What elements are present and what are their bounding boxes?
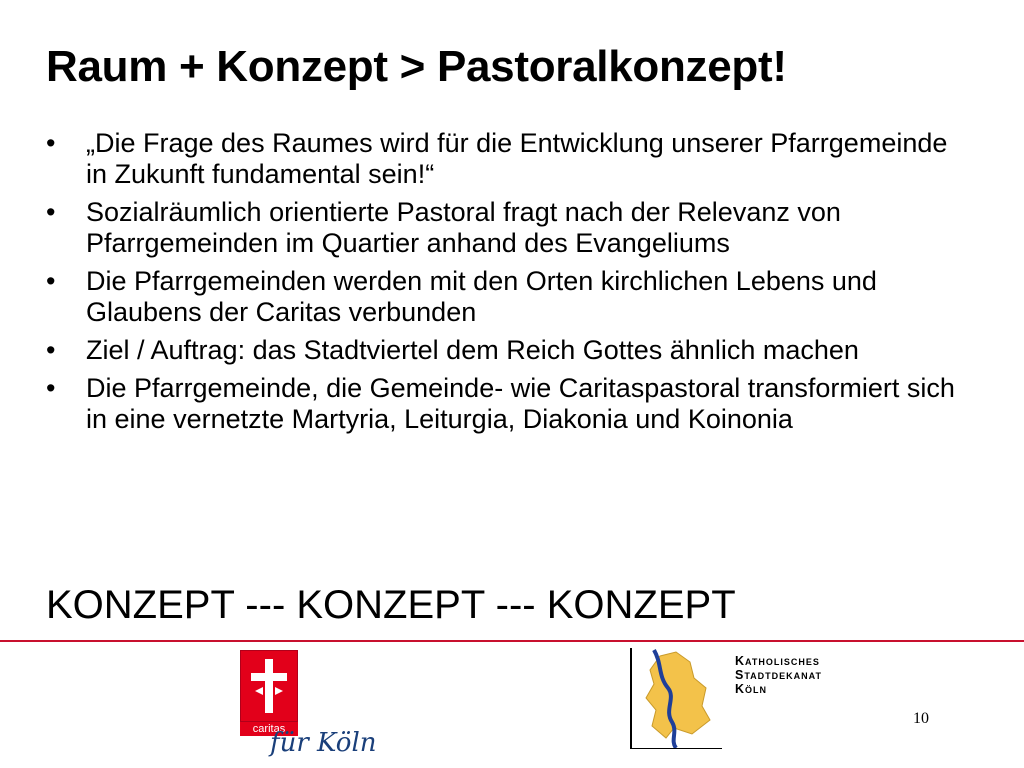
bullet-symbol: • (46, 197, 56, 227)
bullet-text: Sozialräumlich orientierte Pastoral fragt nach der Relevanz von Pfarrgemeinden im Quartier anhand des Evangeliums (86, 197, 841, 258)
slide-title: Raum + Konzept > Pastoralkonzept! (46, 42, 787, 91)
bullet-item (46, 197, 966, 259)
bullet-symbol: • (46, 373, 56, 403)
bullet-symbol: • (46, 266, 56, 296)
bullet-symbol: • (46, 335, 56, 365)
stadtdekanat-line: Köln (735, 682, 768, 696)
bullet-symbol: • (46, 128, 56, 158)
bullet-item (46, 266, 966, 328)
bullet-item (46, 373, 966, 435)
caritas-wordmark: caritas (240, 722, 298, 736)
footer-divider (0, 640, 1024, 642)
bullet-text: Die Pfarrgemeinden werden mit den Orten kirchlichen Lebens und Glaubens der Caritas verbunden (86, 266, 877, 327)
bullet-list (46, 128, 966, 442)
bullet-text: Ziel / Auftrag: das Stadtviertel dem Reich Gottes ähnlich machen (86, 335, 859, 365)
stadtdekanat-text (735, 654, 822, 696)
stadtdekanat-line: Katholisches (735, 654, 820, 668)
bullet-text: Die Pfarrgemeinde, die Gemeinde- wie Caritaspastoral transformiert sich in eine vernetzte Martyria, Leiturgia, Diakonia und Koinonia (86, 373, 955, 434)
caritas-logo (240, 650, 377, 765)
caritas-script-text: für Köln (270, 728, 377, 758)
stadtdekanat-line: Stadtdekanat (735, 668, 822, 682)
bullet-item (46, 128, 966, 190)
bullet-text: „Die Frage des Raumes wird für die Entwicklung unserer Pfarrgemeinde in Zukunft fundamental sein!“ (86, 128, 948, 189)
caritas-cross-icon (240, 650, 298, 722)
konzept-line: KONZEPT --- KONZEPT --- KONZEPT (46, 583, 736, 627)
bullet-item (46, 335, 966, 366)
stadtdekanat-map-icon (630, 648, 722, 749)
slide-number: 10 (913, 710, 929, 727)
